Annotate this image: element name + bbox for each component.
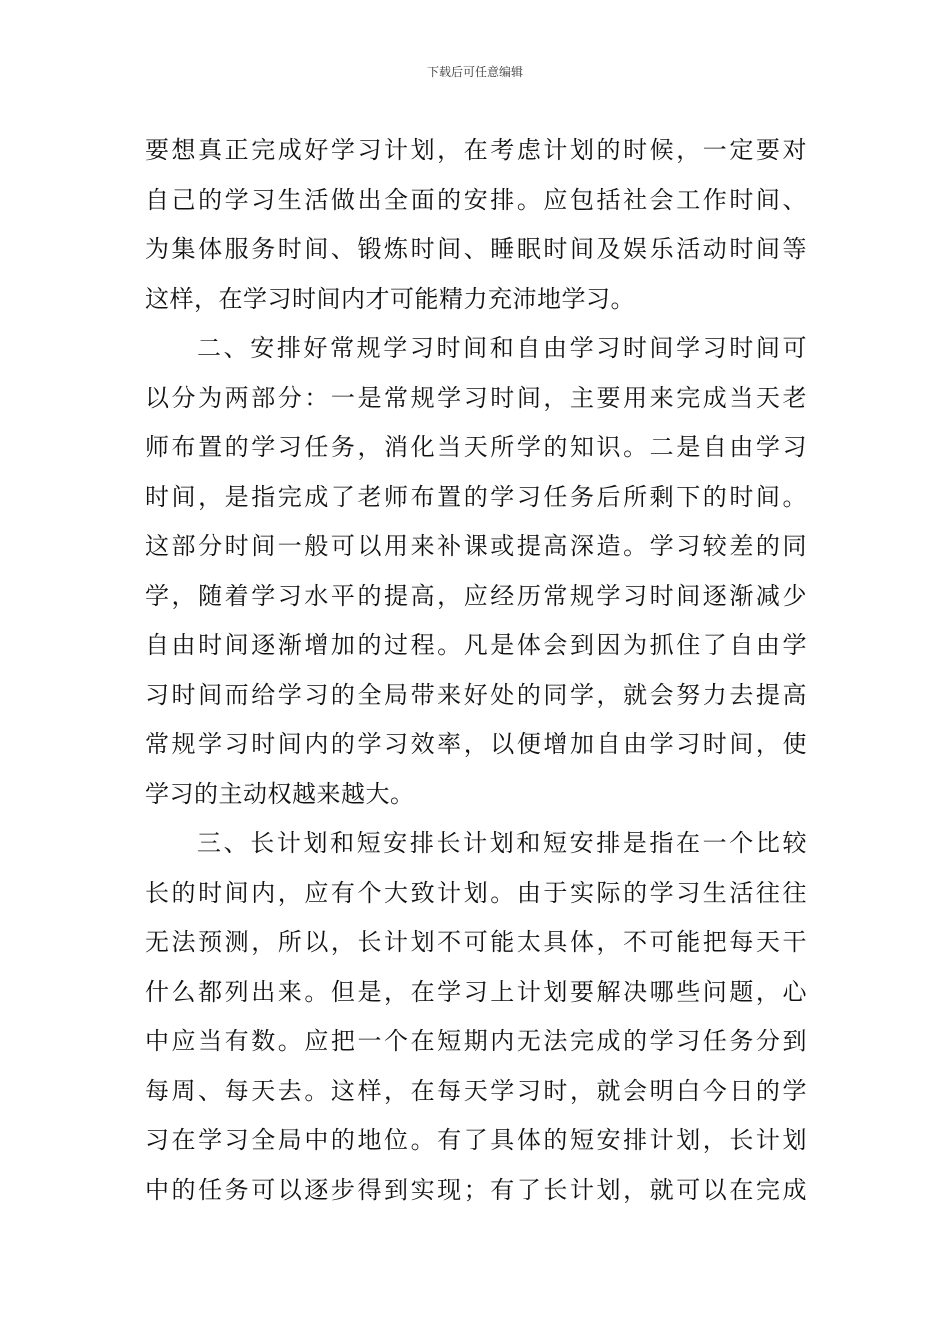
paragraph-line: 习在学习全局中的地位。有了具体的短安排计划，长计划 bbox=[145, 1126, 807, 1154]
paragraph-line: 习时间而给学习的全局带来好处的同学，就会努力去提高 bbox=[145, 680, 807, 709]
paragraph-line: 中应当有数。应把一个在短期内无法完成的学习任务分到 bbox=[145, 1027, 807, 1055]
paragraph-line: 中的任务可以逐步得到实现；有了长计划，就可以在完成 bbox=[145, 1175, 807, 1204]
paragraph-line: 无法预测，所以，长计划不可能太具体，不可能把每天干 bbox=[145, 928, 807, 956]
paragraph-line: 长的时间内，应有个大致计划。由于实际的学习生活往往 bbox=[145, 878, 807, 907]
paragraph-line: 这部分时间一般可以用来补课或提高深造。学习较差的同 bbox=[145, 532, 807, 560]
paragraph-line: 每周、每天去。这样，在每天学习时，就会明白今日的学 bbox=[145, 1076, 807, 1105]
paragraph-line: 时间，是指完成了老师布置的学习任务后所剩下的时间。 bbox=[145, 482, 807, 511]
document-body bbox=[145, 126, 807, 1215]
paragraph-line: 为集体服务时间、锻炼时间、睡眠时间及娱乐活动时间等 bbox=[145, 235, 807, 263]
paragraph-1 bbox=[145, 126, 807, 324]
paragraph-line: 常规学习时间内的学习效率，以便增加自由学习时间，使 bbox=[145, 730, 807, 758]
page-header: 下载后可任意编辑 bbox=[426, 65, 523, 79]
paragraph-line: 三、长计划和短安排长计划和短安排是指在一个比较 bbox=[197, 829, 807, 857]
paragraph-line: 师布置的学习任务，消化当天所学的知识。二是自由学习 bbox=[145, 433, 807, 461]
paragraph-line: 以分为两部分：一是常规学习时间，主要用来完成当天老 bbox=[145, 383, 807, 412]
paragraph-line: 这样，在学习时间内才可能精力充沛地学习。 bbox=[145, 284, 635, 313]
paragraph-line: 要想真正完成好学习计划，在考虑计划的时候，一定要对 bbox=[145, 136, 807, 164]
paragraph-line: 学习的主动权越来越大。 bbox=[145, 779, 415, 808]
paragraph-line: 什么都列出来。但是，在学习上计划要解决哪些问题，心 bbox=[145, 977, 807, 1006]
paragraph-line: 二、安排好常规学习时间和自由学习时间学习时间可 bbox=[197, 334, 807, 362]
paragraph-line: 自己的学习生活做出全面的安排。应包括社会工作时间、 bbox=[145, 185, 807, 214]
paragraph-line: 自由时间逐渐增加的过程。凡是体会到因为抓住了自由学 bbox=[145, 631, 807, 659]
paragraph-2 bbox=[145, 324, 807, 819]
paragraph-3 bbox=[145, 819, 807, 1215]
paragraph-line: 学，随着学习水平的提高，应经历常规学习时间逐渐减少 bbox=[145, 581, 807, 610]
